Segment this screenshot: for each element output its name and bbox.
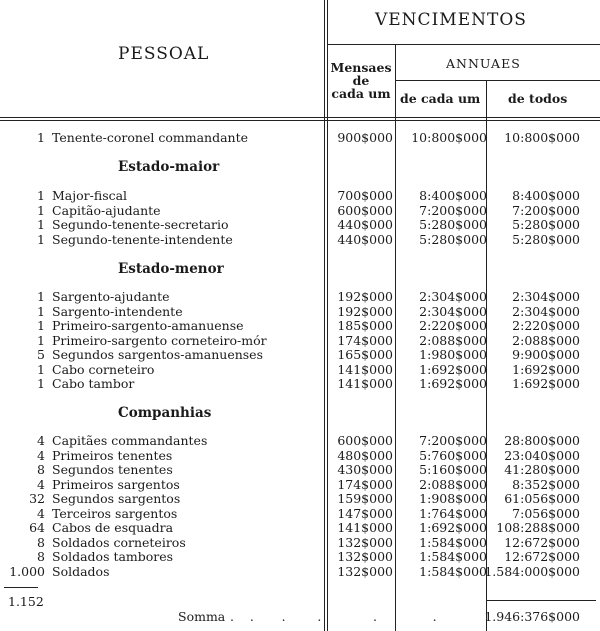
row-monthly-each: 174$000 [337, 477, 393, 492]
row-label: Primeiro-sargento-amanuense [52, 318, 244, 333]
row-annual-each: 1:908$000 [419, 491, 487, 506]
row-quantity: 1 [37, 362, 45, 377]
total-quantity: 1.152 [8, 594, 44, 609]
table-row [0, 131, 600, 145]
row-label: Segundos sargentos [52, 491, 181, 506]
table-row [0, 233, 600, 247]
somma-label: Somma [178, 609, 226, 624]
section-title: Estado-maior [118, 159, 220, 175]
row-annual-each: 5:280$000 [419, 232, 487, 247]
row-annual-total: 12:672$000 [504, 535, 580, 550]
table-row [0, 449, 600, 463]
row-label: Cabo corneteiro [52, 362, 155, 377]
row-label: Segundos sargentos-amanuenses [52, 347, 263, 362]
row-label: Soldados corneteiros [52, 535, 186, 550]
table-row [0, 204, 600, 218]
row-label: Sargento-intendente [52, 304, 183, 319]
table-row [0, 463, 600, 477]
row-monthly-each: 141$000 [337, 376, 393, 391]
row-label: Soldados tambores [52, 549, 174, 564]
header-mensaes [329, 61, 393, 100]
row-monthly-each: 700$000 [337, 188, 393, 203]
somma-value: 1.946:376$000 [484, 609, 580, 624]
table-row [0, 478, 600, 492]
row-annual-each: 2:088$000 [419, 333, 487, 348]
row-annual-each: 10:800$000 [411, 130, 487, 145]
row-quantity: 8 [37, 549, 45, 564]
table-row [0, 492, 600, 506]
table-row [0, 377, 600, 391]
row-monthly-each: 132$000 [337, 535, 393, 550]
row-quantity: 4 [37, 506, 45, 521]
row-annual-total: 10:800$000 [504, 130, 580, 145]
row-annual-each: 7:200$000 [419, 203, 487, 218]
row-annual-each: 1:692$000 [419, 520, 487, 535]
row-annual-each: 1:764$000 [419, 506, 487, 521]
header-bottom-rule [0, 117, 600, 118]
row-label: Terceiros sargentos [52, 506, 178, 521]
row-monthly-each: 147$000 [337, 506, 393, 521]
row-label: Segundo-tenente-intendente [52, 232, 233, 247]
row-monthly-each: 165$000 [337, 347, 393, 362]
row-quantity: 4 [37, 448, 45, 463]
row-quantity: 1 [37, 318, 45, 333]
row-annual-total: 2:220$000 [512, 318, 580, 333]
row-annual-total: 8:400$000 [512, 188, 580, 203]
row-label: Soldados [52, 564, 110, 579]
row-monthly-each: 192$000 [337, 289, 393, 304]
table-row [0, 290, 600, 304]
row-annual-total: 28:800$000 [504, 433, 580, 448]
section-title: Companhias [118, 405, 212, 421]
row-quantity: 8 [37, 535, 45, 550]
table-row [0, 434, 600, 448]
row-annual-total: 1.584:000$000 [484, 564, 580, 579]
row-quantity: 1 [37, 188, 45, 203]
row-monthly-each: 132$000 [337, 564, 393, 579]
row-monthly-each: 600$000 [337, 433, 393, 448]
total-qty-rule [4, 587, 38, 588]
row-label: Primeiros tenentes [52, 448, 173, 463]
row-annual-each: 7:200$000 [419, 433, 487, 448]
row-annual-total: 5:280$000 [512, 217, 580, 232]
row-quantity: 32 [29, 491, 45, 506]
somma-dots: . . . . . . [230, 609, 437, 624]
row-quantity: 8 [37, 462, 45, 477]
table-row [0, 363, 600, 377]
row-quantity: 1 [37, 333, 45, 348]
row-annual-each: 1:980$000 [419, 347, 487, 362]
header-annuaes: ANNUAES [446, 56, 521, 71]
header-mensaes-line2: de [352, 73, 370, 88]
table-row [0, 565, 600, 579]
row-annual-total: 23:040$000 [504, 448, 580, 463]
row-quantity: 4 [37, 477, 45, 492]
row-annual-each: 1:692$000 [419, 362, 487, 377]
row-label: Sargento-ajudante [52, 289, 170, 304]
row-label: Segundo-tenente-secretario [52, 217, 229, 232]
row-label: Cabos de esquadra [52, 520, 174, 535]
header-rule-annuaes [395, 80, 600, 81]
row-annual-total: 7:056$000 [512, 506, 580, 521]
row-annual-each: 2:304$000 [419, 289, 487, 304]
row-monthly-each: 141$000 [337, 362, 393, 377]
row-label: Major-fiscal [52, 188, 128, 203]
row-label: Capitão-ajudante [52, 203, 161, 218]
row-annual-total: 41:280$000 [504, 462, 580, 477]
header-bottom-rule-2 [0, 120, 600, 121]
row-monthly-each: 174$000 [337, 333, 393, 348]
row-annual-each: 2:088$000 [419, 477, 487, 492]
table-row [0, 218, 600, 232]
row-annual-total: 108:288$000 [496, 520, 580, 535]
row-annual-each: 5:280$000 [419, 217, 487, 232]
table-row [0, 319, 600, 333]
row-annual-total: 2:304$000 [512, 304, 580, 319]
section-title: Estado-menor [118, 261, 224, 277]
row-quantity: 1 [37, 376, 45, 391]
table-row [0, 334, 600, 348]
row-annual-each: 1:584$000 [419, 564, 487, 579]
table-row [0, 521, 600, 535]
row-annual-total: 1:692$000 [512, 376, 580, 391]
row-monthly-each: 185$000 [337, 318, 393, 333]
row-annual-each: 1:584$000 [419, 549, 487, 564]
row-monthly-each: 159$000 [337, 491, 393, 506]
row-label: Primeiros sargentos [52, 477, 180, 492]
row-annual-total: 2:304$000 [512, 289, 580, 304]
row-quantity: 1 [37, 232, 45, 247]
row-quantity: 4 [37, 433, 45, 448]
row-annual-total: 61:056$000 [504, 491, 580, 506]
header-rule-vencimentos [327, 44, 600, 45]
row-monthly-each: 440$000 [337, 232, 393, 247]
table-row [0, 550, 600, 564]
row-annual-total: 8:352$000 [512, 477, 580, 492]
row-monthly-each: 480$000 [337, 448, 393, 463]
row-annual-total: 12:672$000 [504, 549, 580, 564]
row-label: Capitães commandantes [52, 433, 208, 448]
header-pessoal: PESSOAL [118, 44, 210, 64]
table-row [0, 507, 600, 521]
header-vencimentos: VENCIMENTOS [375, 10, 527, 30]
table-row [0, 305, 600, 319]
row-monthly-each: 430$000 [337, 462, 393, 477]
row-annual-total: 5:280$000 [512, 232, 580, 247]
row-annual-total: 2:088$000 [512, 333, 580, 348]
row-annual-each: 2:304$000 [419, 304, 487, 319]
row-quantity: 1 [37, 217, 45, 232]
header-mensaes-line3: cada um [331, 86, 391, 101]
row-monthly-each: 132$000 [337, 549, 393, 564]
row-monthly-each: 192$000 [337, 304, 393, 319]
table-row [0, 189, 600, 203]
row-quantity: 1.000 [9, 564, 45, 579]
row-monthly-each: 141$000 [337, 520, 393, 535]
row-annual-total: 7:200$000 [512, 203, 580, 218]
row-annual-total: 1:692$000 [512, 362, 580, 377]
row-annual-each: 5:760$000 [419, 448, 487, 463]
row-monthly-each: 440$000 [337, 217, 393, 232]
row-annual-total: 9:900$000 [512, 347, 580, 362]
header-mensaes-line1: Mensaes [330, 60, 392, 75]
header-de-cada-um: de cada um [400, 91, 481, 106]
row-label: Segundos tenentes [52, 462, 173, 477]
header-de-todos: de todos [508, 91, 568, 106]
row-quantity: 1 [37, 304, 45, 319]
row-quantity: 1 [37, 130, 45, 145]
row-annual-each: 1:584$000 [419, 535, 487, 550]
row-annual-each: 1:692$000 [419, 376, 487, 391]
row-quantity: 5 [37, 347, 45, 362]
row-quantity: 1 [37, 289, 45, 304]
row-quantity: 64 [29, 520, 45, 535]
row-monthly-each: 900$000 [337, 130, 393, 145]
row-annual-each: 8:400$000 [419, 188, 487, 203]
row-monthly-each: 600$000 [337, 203, 393, 218]
row-annual-each: 2:220$000 [419, 318, 487, 333]
row-label: Primeiro-sargento corneteiro-mór [52, 333, 267, 348]
row-label: Cabo tambor [52, 376, 135, 391]
somma-rule [486, 600, 596, 601]
row-quantity: 1 [37, 203, 45, 218]
row-annual-each: 5:160$000 [419, 462, 487, 477]
table-row [0, 536, 600, 550]
table-row [0, 348, 600, 362]
row-label: Tenente-coronel commandante [52, 130, 249, 145]
